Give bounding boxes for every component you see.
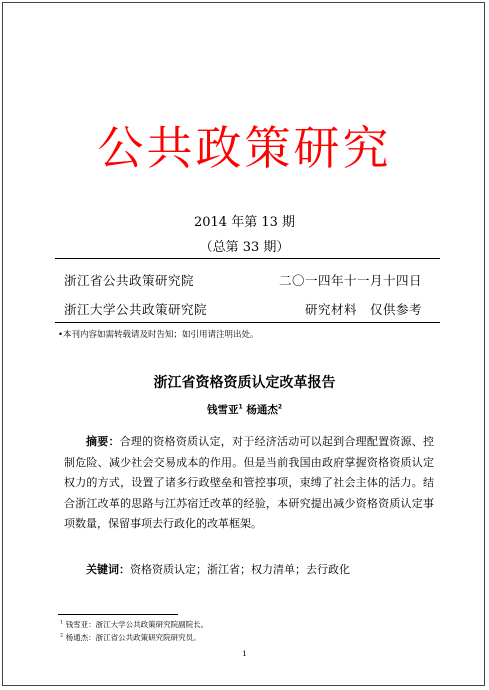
publisher-org-1: 浙江省公共政策研究院	[64, 273, 195, 288]
footnote-text: 杨通杰：浙江省公共政策研究院研究员。	[65, 633, 201, 642]
masthead-title: 公共政策研究	[97, 121, 392, 175]
copyright-notice: •本刊内容如需转载请及时告知；如引用请注明出处。	[58, 330, 259, 340]
keywords-line	[86, 561, 350, 577]
abstract-label: 摘要：	[86, 435, 120, 448]
footnote-1	[60, 619, 208, 630]
footnote-mark: 1	[60, 619, 64, 626]
footnote-marker: 2	[277, 403, 283, 411]
publisher-row-2	[64, 300, 422, 318]
article-authors	[0, 402, 489, 417]
issue-number: 2014 年第 13 期	[193, 215, 296, 230]
footnote-rule	[58, 614, 178, 615]
publish-date: 二〇一四年十一月十四日	[278, 273, 422, 288]
article-title: 浙江省资格资质认定改革报告	[153, 375, 336, 391]
header-rule-top	[55, 258, 440, 259]
abstract-paragraph	[64, 432, 434, 535]
footnote-2	[60, 632, 201, 643]
author-name: 钱雪亚	[206, 404, 239, 416]
abstract-text: 合理的资格资质认定，对于经济活动可以起到合理配置资源、控制危险、减少社会交易成本的作用。但是当前我国由政府掌握资格资质认定权力的方式，设置了诸多行政壁垒和管控事项，束缚了社会主体的活力。结合浙江改革的思路与江苏宿迁改革的经验，本研究提出减少资格资质认定事项数量，保留事项去行政化的改革框架。	[64, 435, 435, 530]
usage-note: 研究材料 仅供参考	[304, 302, 422, 317]
publisher-org-2: 浙江大学公共政策研究院	[64, 302, 208, 317]
keywords-text: 资格资质认定；浙江省；权力清单；去行政化	[130, 563, 350, 576]
header-rule-bottom	[55, 322, 440, 323]
keywords-label: 关键词：	[86, 563, 130, 576]
footnote-text: 钱雪亚：浙江大学公共政策研究院副院长。	[65, 620, 209, 629]
publisher-row-1	[64, 271, 422, 289]
footnote-mark: 2	[60, 632, 64, 639]
page-number: 1	[242, 649, 247, 658]
footnote-marker: 1	[238, 403, 243, 411]
total-issue-number: （总第 33 期）	[199, 240, 290, 255]
author-name: 杨通杰	[246, 404, 278, 416]
